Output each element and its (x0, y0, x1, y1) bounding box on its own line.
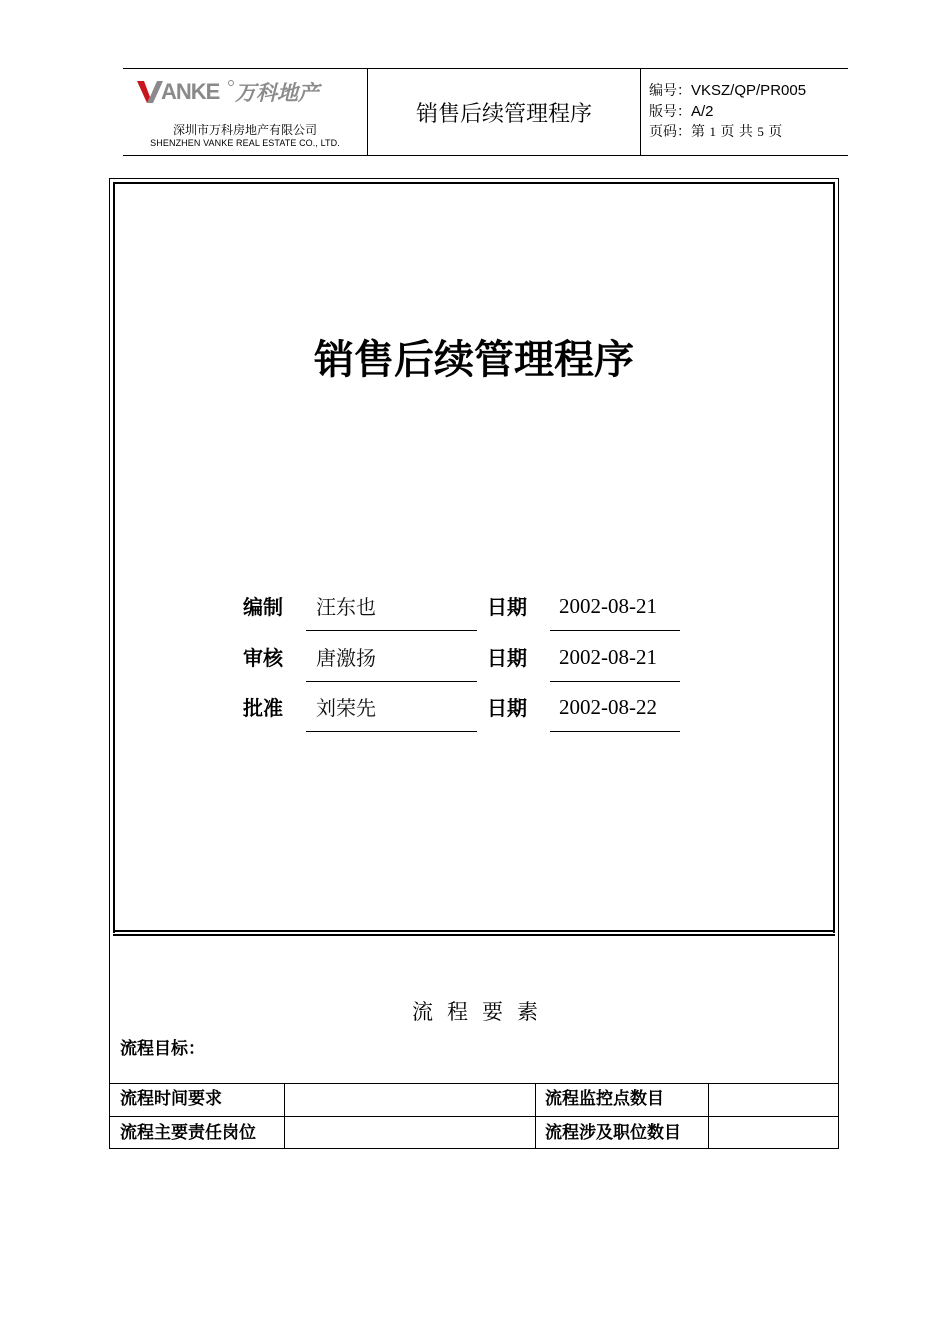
signoff-role-reviewed: 审核 (243, 646, 283, 670)
signoff-date-reviewed: 2002-08-21 (559, 645, 657, 669)
doc-version-label: 版号： (649, 103, 691, 120)
signoff-date-underline (550, 681, 680, 682)
doc-page-current: 1 (709, 124, 716, 139)
signoff-name-approved: 刘荣先 (316, 696, 376, 720)
signoff-name-prepared: 汪东也 (316, 595, 376, 619)
signoff-name-reviewed: 唐激扬 (316, 646, 376, 670)
logo-wordmark-cn: 万科地产 (235, 81, 319, 105)
table-rule (708, 1083, 709, 1149)
doc-code-row (649, 81, 806, 102)
table-rule (109, 1116, 839, 1117)
signoff-date-label: 日期 (487, 646, 527, 670)
signoff-date-prepared: 2002-08-21 (559, 594, 657, 618)
signoff-role-prepared: 编制 (243, 595, 283, 619)
cover-frame-inner (113, 182, 835, 933)
company-logo-block (123, 69, 368, 155)
signoff-date-approved: 2002-08-22 (559, 695, 657, 719)
section-divider-bottom (113, 934, 835, 936)
doc-page-prefix: 第 (691, 124, 705, 140)
process-owner-label: 流程主要责任岗位 (120, 1123, 256, 1143)
signoff-date-label: 日期 (487, 595, 527, 619)
process-goal-label: 流程目标： (120, 1039, 205, 1059)
table-rule (535, 1083, 536, 1149)
doc-code-label: 编号： (649, 83, 691, 99)
signoff-name-underline (306, 681, 477, 682)
signoff-date-underline (550, 630, 680, 631)
doc-page-row (649, 122, 806, 143)
company-name-cn: 深圳市万科房地产有限公司 (172, 123, 317, 137)
doc-page-label: 页码： (649, 124, 691, 140)
signoff-date-underline (550, 731, 680, 732)
page-header (123, 68, 848, 156)
doc-page-suffix: 页 (768, 124, 783, 140)
process-time-label: 流程时间要求 (120, 1089, 222, 1109)
process-elements-title: 流程要素 (412, 1000, 552, 1024)
process-positions-label: 流程涉及职位数目 (545, 1123, 681, 1143)
signoff-name-underline (306, 731, 477, 732)
signoff-name-underline (306, 630, 477, 631)
doc-version-row (649, 102, 806, 123)
header-title: 销售后续管理程序 (368, 69, 641, 155)
doc-page-mid: 页 共 (720, 124, 753, 140)
process-checkpoints-label: 流程监控点数目 (545, 1089, 664, 1109)
doc-version-value: A/2 (691, 102, 714, 120)
table-rule (284, 1083, 285, 1149)
signoff-date-label: 日期 (487, 696, 527, 720)
logo-wordmark-latin: ANKE (161, 79, 220, 104)
table-rule (109, 1083, 839, 1084)
company-name-en: SHENZHEN VANKE REAL ESTATE CO., LTD. (150, 138, 340, 148)
section-divider-top (113, 930, 835, 932)
signoff-role-approved: 批准 (243, 696, 283, 720)
document-meta (649, 81, 806, 143)
document-title: 销售后续管理程序 (314, 337, 634, 383)
doc-page-total: 5 (757, 124, 764, 139)
doc-code-value: VKSZ/QP/PR005 (691, 82, 807, 99)
vanke-logo (137, 77, 359, 105)
